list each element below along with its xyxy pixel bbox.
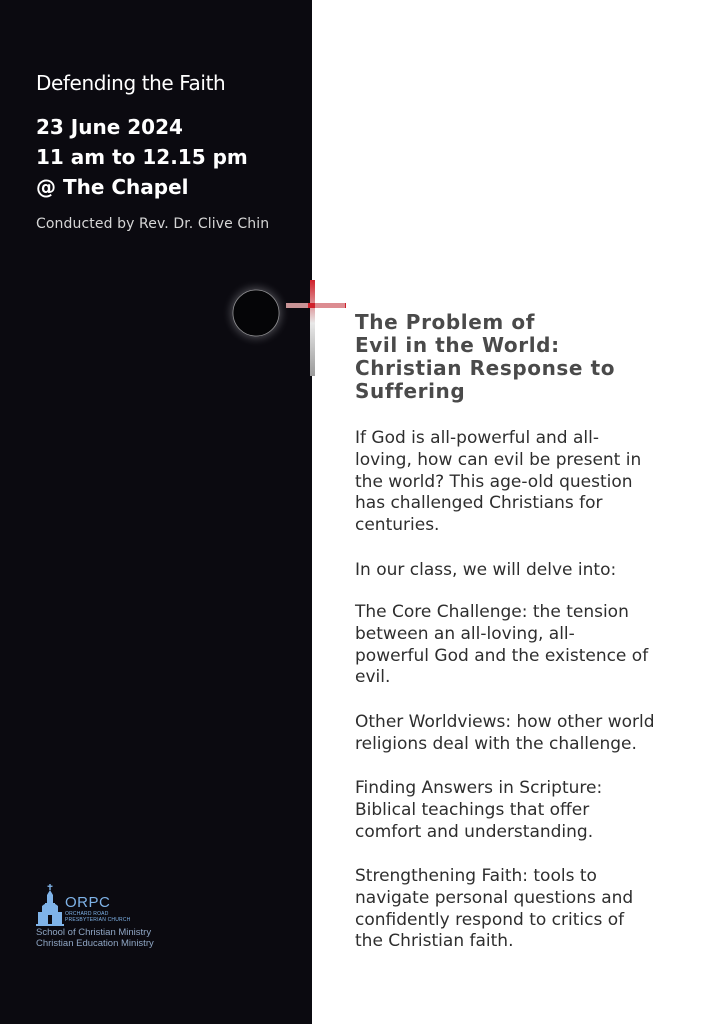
text-line: centuries.: [355, 515, 440, 536]
event-date: 23 June 2024: [36, 115, 183, 139]
text-line: Biblical teachings that offer: [355, 799, 590, 820]
eclipse-cross-icon: [214, 266, 354, 396]
topic-strengthening-faith: [355, 866, 700, 953]
series-title: Defending the Faith: [36, 71, 226, 95]
ministry-school: School of Christian Ministry: [36, 927, 152, 938]
event-venue: @ The Chapel: [36, 175, 189, 199]
text-line: the world? This age-old question: [355, 471, 633, 492]
text-line: Other Worldviews: how other world: [355, 712, 655, 732]
text-line: evil.: [355, 667, 391, 688]
title-line: Christian Response to: [355, 356, 616, 380]
title-line: Evil in the World:: [355, 333, 560, 357]
text-line: The Core Challenge: the tension: [355, 602, 629, 622]
topic-core-challenge: [355, 602, 700, 689]
text-line: If God is all-powerful and all-: [355, 428, 599, 448]
text-line: navigate personal questions and: [355, 887, 634, 908]
logo-name: ORPC: [65, 894, 111, 911]
ministry-education: Christian Education Ministry: [36, 938, 154, 949]
title-line: The Problem of: [355, 310, 536, 334]
topic-other-worldviews: [355, 712, 700, 756]
delve-paragraph: [355, 560, 700, 582]
text-line: comfort and understanding.: [355, 821, 594, 842]
church-building-icon: [36, 884, 64, 926]
text-line: confidently respond to critics of: [355, 909, 625, 930]
course-title: [355, 311, 685, 403]
logo-church-name: ORCHARD ROAD PRESBYTERIAN CHURCH: [65, 911, 131, 923]
text-line: loving, how can evil be present in: [355, 449, 642, 470]
event-time: 11 am to 12.15 pm: [36, 145, 248, 169]
text-line: Finding Answers in Scripture:: [355, 778, 603, 798]
text-line: In our class, we will delve into:: [355, 560, 617, 580]
text-line: the Christian faith.: [355, 931, 514, 952]
title-line: Suffering: [355, 379, 466, 403]
left-panel: [0, 0, 312, 1024]
topic-scripture-answers: [355, 778, 700, 843]
orpc-logo: [36, 884, 236, 954]
text-line: religions deal with the challenge.: [355, 733, 637, 754]
intro-paragraph: [355, 428, 700, 537]
text-line: powerful God and the existence of: [355, 645, 649, 666]
text-line: has challenged Christians for: [355, 493, 603, 514]
text-line: Strengthening Faith: tools to: [355, 866, 597, 886]
conductor-credit: Conducted by Rev. Dr. Clive Chin: [36, 216, 270, 232]
text-line: between an all-loving, all-: [355, 623, 575, 644]
